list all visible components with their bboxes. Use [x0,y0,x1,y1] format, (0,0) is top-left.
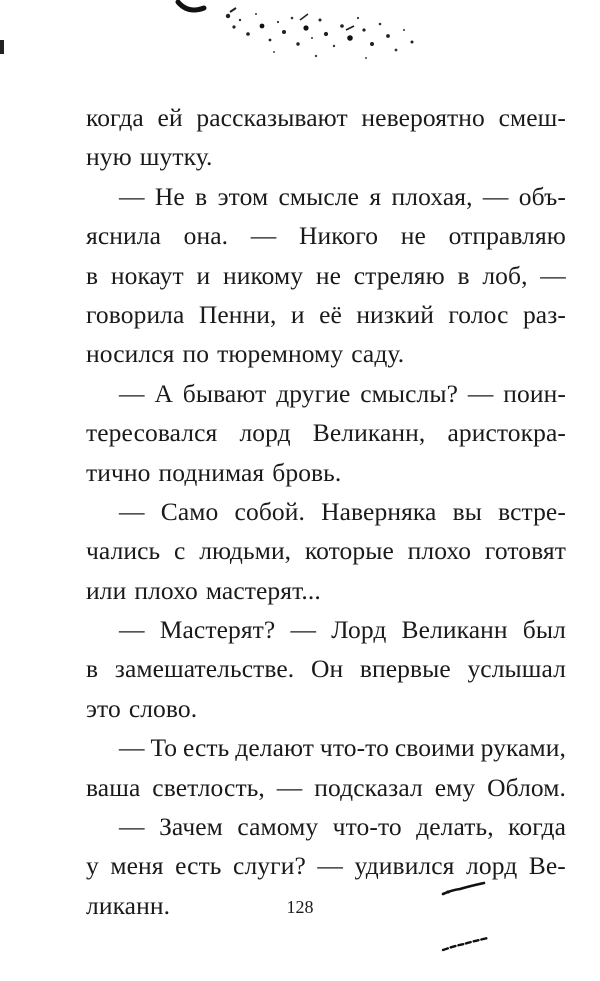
text-line: это слово. [86,693,198,723]
text-line: ную шутку. [86,142,213,172]
text-line: чались с людьми, которые плохо готовят [86,536,566,566]
ink-flourish-lower [440,934,492,954]
text-line: в замешательстве. Он впервые услышал [86,654,566,684]
text-line: в нокаут и никому не стреляю в лоб, — [86,260,566,290]
text-line: когда ей рассказывают невероятно смеш- [86,103,566,132]
text-line: тично поднимая бровь. [86,457,342,487]
text-line: или плохо мастерят... [86,575,321,605]
margin-mark [0,40,4,54]
text-line: тересовался лорд Великанн, аристокра- [86,418,566,448]
text-line: — То есть делают что-то своими руками, [119,733,566,763]
text-line: ваша светлость, — подсказал ему Облом. [86,772,566,802]
body-text [86,98,566,925]
text-line: — А бывают другие смыслы? — поин- [119,378,566,408]
text-line: яснила она. — Никого не отправляю [86,221,566,251]
text-line: носился по тюремному саду. [86,339,405,369]
page-number: 128 [286,897,314,917]
text-line: — Само собой. Наверняка вы встре- [119,496,566,526]
text-line: ликанн. [86,890,171,920]
ink-splatter-ornament [170,0,430,70]
text-line: говорила Пенни, и её низкий голос раз- [86,299,566,329]
text-line: — Не в этом смысле я плохая, — объ- [119,181,566,211]
text-line: — Мастерят? — Лорд Великанн был [119,615,566,645]
text-line: у меня есть слуги? — удивился лорд Ве- [86,851,566,881]
text-line: — Зачем самому что-то делать, когда [119,812,566,842]
